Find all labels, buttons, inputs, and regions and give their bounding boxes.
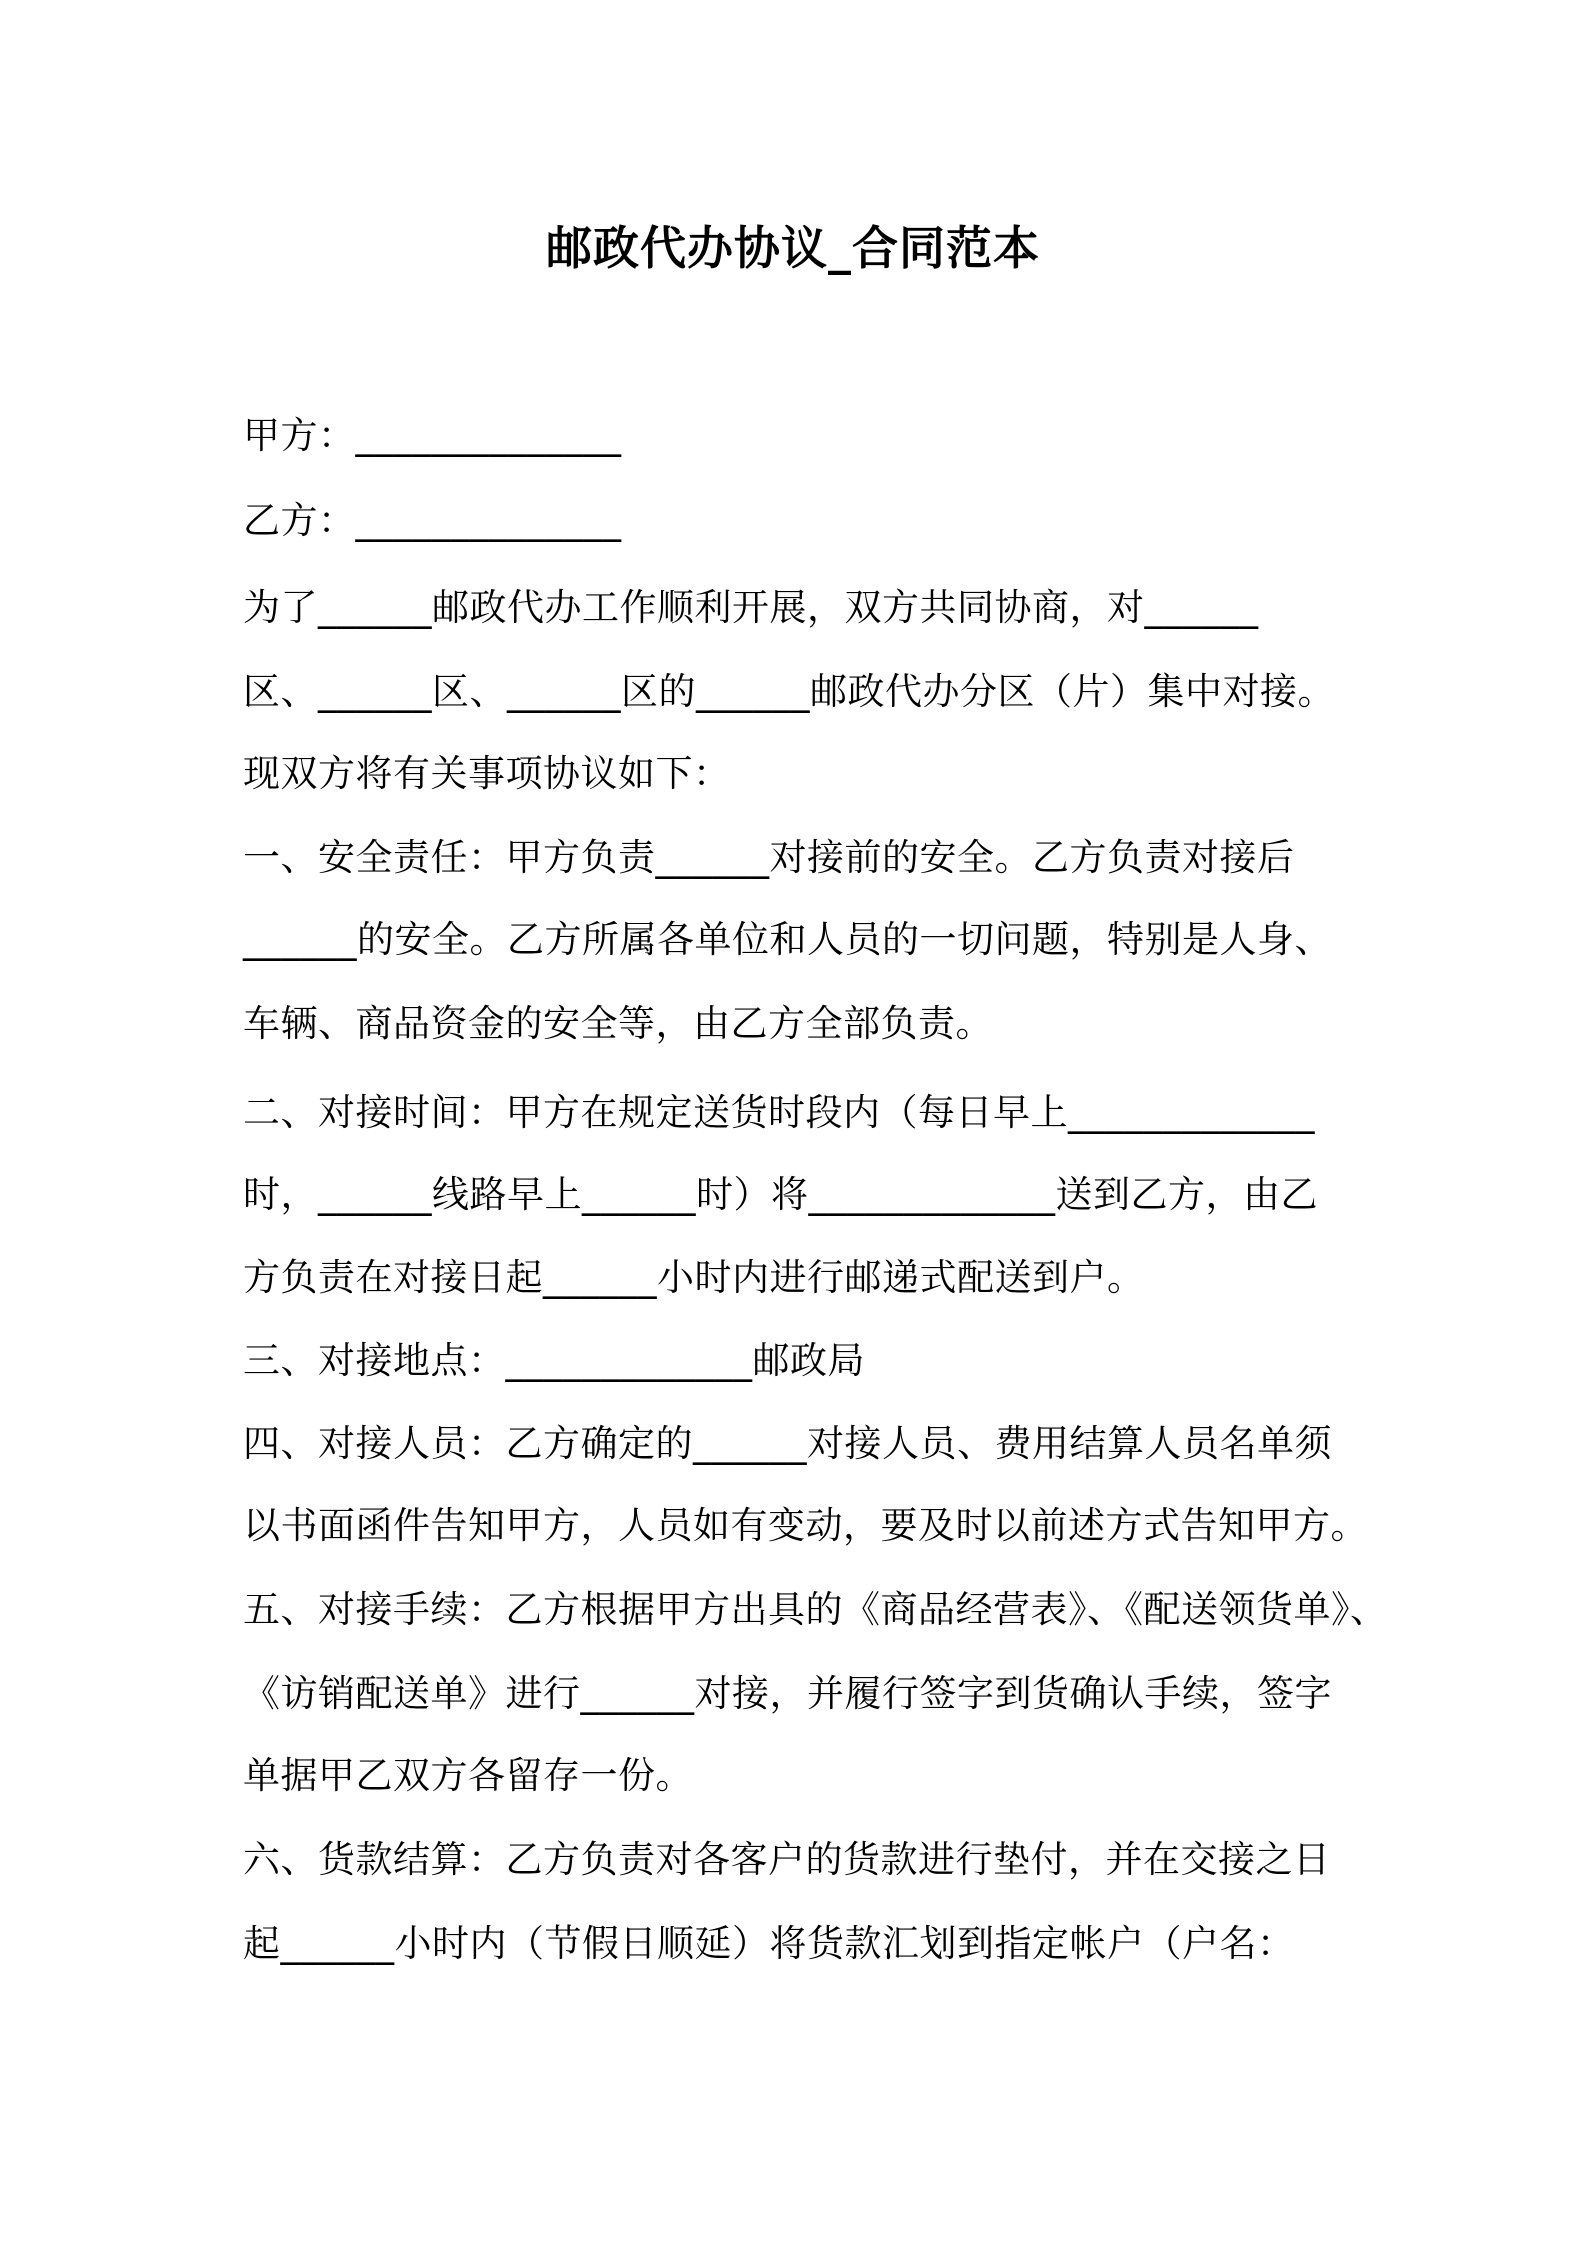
- preamble-line-3: 现双方将有关事项协议如下：: [243, 752, 731, 795]
- clause-6-line-2: 起______小时内（节假日顺延）将货款汇划到指定帐户（户名：: [243, 1922, 1295, 1965]
- preamble-line-1: 为了______邮政代办工作顺利开展，双方共同协商，对______: [243, 586, 1259, 629]
- clause-5-line-2: 《访销配送单》进行______对接，并履行签字到货确认手续，签字: [243, 1672, 1332, 1715]
- clause-1-line-1: 一、安全责任：甲方负责______对接前的安全。乙方负责对接后: [243, 836, 1295, 879]
- clause-6-line-1: 六、货款结算：乙方负责对各客户的货款进行垫付，并在交接之日: [243, 1838, 1331, 1881]
- clause-1-line-2: ______的安全。乙方所属各单位和人员的一切问题，特别是人身、: [243, 918, 1332, 961]
- preamble-line-2: 区、______区、______区的______邮政代办分区（片）集中对接。: [243, 670, 1335, 713]
- clause-5-line-3: 单据甲乙双方各留存一份。: [243, 1754, 693, 1797]
- clause-2-line-2: 时，______线路早上______时）将_____________送到乙方，由乙: [243, 1173, 1318, 1216]
- clause-1-line-3: 车辆、商品资金的安全等，由乙方全部负责。: [243, 1002, 993, 1045]
- clause-4-line-1: 四、对接人员：乙方确定的______对接人员、费用结算人员名单须: [243, 1422, 1332, 1465]
- clause-2-line-1: 二、对接时间：甲方在规定送货时段内（每日早上_____________: [243, 1091, 1315, 1134]
- clause-3-line-1: 三、对接地点：_____________邮政局: [243, 1339, 865, 1382]
- clause-4-line-2: 以书面函件告知甲方，人员如有变动，要及时以前述方式告知甲方。: [243, 1504, 1368, 1547]
- document-title: 邮政代办协议_合同范本: [546, 221, 1040, 275]
- clause-2-line-3: 方负责在对接日起______小时内进行邮递式配送到户。: [243, 1256, 1145, 1299]
- clause-5-line-1: 五、对接手续：乙方根据甲方出具的《商品经营表》、《配送领货单》、: [243, 1588, 1388, 1631]
- party-b-line: 乙方：______________: [243, 499, 622, 542]
- party-a-line: 甲方：______________: [243, 414, 622, 457]
